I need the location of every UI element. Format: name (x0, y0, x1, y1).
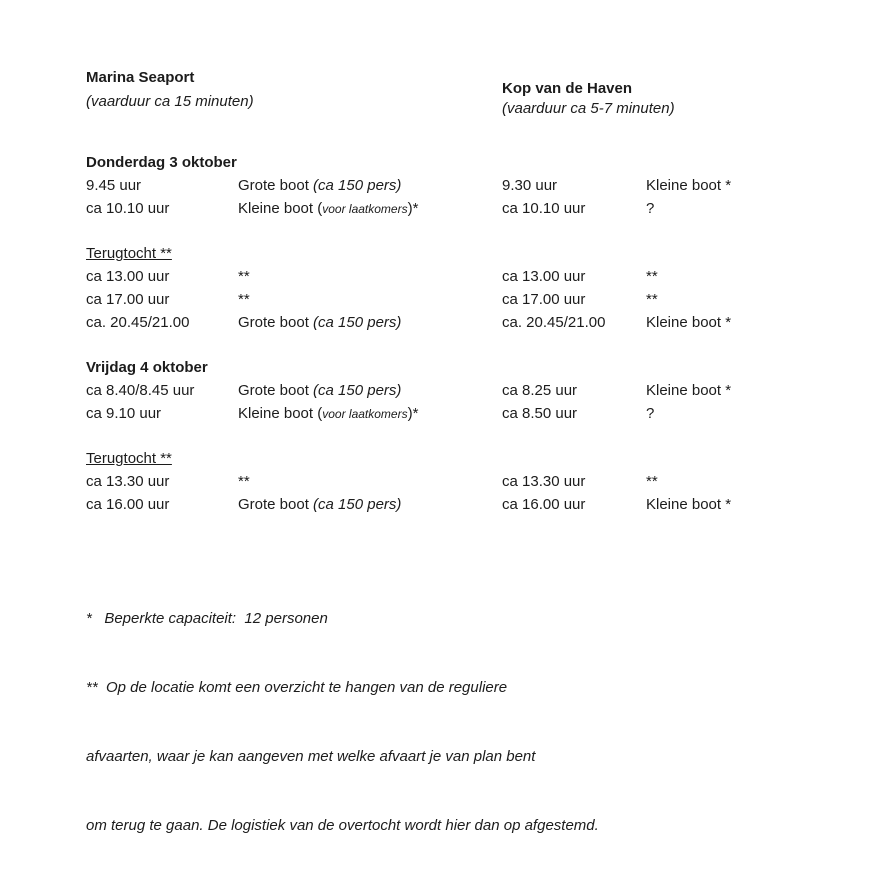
text-segment: ** (238, 291, 250, 308)
section-gap (0, 425, 874, 447)
text-segment: Terugtocht ** (86, 450, 172, 467)
text-segment: Kleine boot * (646, 177, 732, 194)
right-time-cell (502, 242, 646, 265)
location-duration: (vaarduur ca 15 minuten) (86, 93, 254, 110)
left-time-cell (86, 447, 238, 470)
text-segment: ca 16.00 uur (502, 496, 586, 513)
text-segment: Grote boot (238, 314, 314, 331)
text-segment: ca 17.00 uur (502, 291, 586, 308)
text-segment: ca 13.00 uur (86, 268, 170, 285)
section-gap (0, 334, 874, 356)
left-boat-cell (238, 356, 502, 379)
schedule-row (0, 493, 874, 516)
text-segment: Kleine boot * (646, 314, 732, 331)
location-header-kop-van-de-haven (502, 79, 675, 119)
location-header-marina-seaport (86, 68, 254, 112)
left-boat-cell (238, 447, 502, 470)
left-time-cell (86, 288, 238, 311)
text-segment: ca 17.00 uur (86, 291, 170, 308)
right-time-cell (502, 493, 646, 516)
right-boat-cell (646, 311, 874, 334)
return-trip-heading-row (0, 447, 874, 470)
text-segment: (ca 150 pers) (313, 314, 402, 331)
left-boat-cell (238, 493, 502, 516)
right-boat-cell (646, 379, 874, 402)
schedule-row (0, 379, 874, 402)
right-boat-cell (646, 242, 874, 265)
text-segment: Kleine boot ( (238, 200, 323, 217)
text-segment: ca 10.10 uur (86, 200, 170, 217)
text-segment: ca 10.10 uur (502, 200, 586, 217)
schedule-row (0, 470, 874, 493)
right-time-cell (502, 311, 646, 334)
text-segment: ** (646, 291, 658, 308)
text-segment: ca 13.30 uur (502, 473, 586, 490)
text-segment: 9.30 uur (502, 177, 558, 194)
text-segment: ca 8.40/8.45 uur (86, 382, 195, 399)
text-segment: ca 16.00 uur (86, 496, 170, 513)
left-time-cell (86, 242, 238, 265)
text-segment: Grote boot (238, 177, 314, 194)
left-boat-cell (238, 470, 502, 493)
text-segment: ** (238, 473, 250, 490)
left-boat-cell (238, 311, 502, 334)
text-segment: )* (407, 200, 419, 217)
location-name: Kop van de Haven (502, 80, 633, 97)
left-time-cell (86, 402, 238, 426)
text-segment: Donderdag 3 oktober (86, 154, 237, 171)
left-time-cell (86, 379, 238, 402)
text-segment: ca 8.50 uur (502, 405, 578, 422)
schedule-row (0, 265, 874, 288)
schedule-row (0, 402, 874, 425)
right-boat-cell (646, 265, 874, 288)
left-time-cell (86, 151, 238, 174)
right-boat-cell (646, 402, 874, 426)
text-segment: Grote boot (238, 382, 314, 399)
right-time-cell (502, 379, 646, 402)
left-time-cell (86, 356, 238, 379)
left-time-cell (86, 197, 238, 221)
schedule-row (0, 288, 874, 311)
right-boat-cell (646, 151, 874, 174)
left-boat-cell (238, 402, 502, 426)
day-heading-row (0, 356, 874, 379)
schedule-row (0, 311, 874, 334)
right-boat-cell (646, 174, 874, 197)
text-segment: 9.45 uur (86, 177, 142, 194)
text-segment: Kleine boot ( (238, 405, 323, 422)
day-heading-row (0, 151, 874, 174)
text-segment: voor laatkomers (322, 407, 408, 421)
footnote-line: afvaarten, waar je kan aangeven met welke afvaart je van plan bent (86, 748, 536, 765)
left-boat-cell (238, 379, 502, 402)
text-segment: ** (646, 268, 658, 285)
left-boat-cell (238, 288, 502, 311)
left-time-cell (86, 265, 238, 288)
schedule-row (0, 197, 874, 220)
text-segment: ca 13.30 uur (86, 473, 170, 490)
text-segment: Kleine boot * (646, 382, 732, 399)
text-segment: (ca 150 pers) (313, 382, 402, 399)
right-time-cell (502, 356, 646, 379)
text-segment: ca 8.25 uur (502, 382, 578, 399)
text-segment: Vrijdag 4 oktober (86, 359, 208, 376)
text-segment: ? (646, 200, 655, 217)
left-boat-cell (238, 242, 502, 265)
text-segment: ? (646, 405, 655, 422)
right-time-cell (502, 288, 646, 311)
text-segment: )* (407, 405, 419, 422)
text-segment: ** (238, 268, 250, 285)
text-segment: ca. 20.45/21.00 (502, 314, 606, 331)
right-time-cell (502, 402, 646, 426)
section-gap (0, 220, 874, 242)
footnote-line: * Beperkte capaciteit: 12 personen (86, 610, 328, 627)
right-boat-cell (646, 470, 874, 493)
right-time-cell (502, 470, 646, 493)
right-boat-cell (646, 447, 874, 470)
right-time-cell (502, 197, 646, 221)
text-segment: ca. 20.45/21.00 (86, 314, 190, 331)
left-boat-cell (238, 265, 502, 288)
left-boat-cell (238, 151, 502, 174)
left-time-cell (86, 174, 238, 197)
text-segment: Kleine boot * (646, 496, 732, 513)
footnote-line: om terug te gaan. De logistiek van de overtocht wordt hier dan op afgestemd. (86, 817, 599, 834)
text-segment: Terugtocht ** (86, 245, 172, 262)
right-time-cell (502, 151, 646, 174)
footnote-line: ** Op de locatie komt een overzicht te hangen van de reguliere (86, 679, 508, 696)
left-time-cell (86, 493, 238, 516)
text-segment: (ca 150 pers) (313, 496, 402, 513)
location-name: Marina Seaport (86, 69, 195, 86)
text-segment: ca 13.00 uur (502, 268, 586, 285)
text-segment: voor laatkomers (322, 202, 408, 216)
schedule-table (0, 151, 874, 516)
right-boat-cell (646, 197, 874, 221)
right-boat-cell (646, 288, 874, 311)
footnotes (86, 561, 599, 883)
left-boat-cell (238, 197, 502, 221)
left-time-cell (86, 311, 238, 334)
right-time-cell (502, 447, 646, 470)
right-time-cell (502, 265, 646, 288)
text-segment: ca 9.10 uur (86, 405, 162, 422)
return-trip-heading-row (0, 242, 874, 265)
text-segment: (ca 150 pers) (313, 177, 402, 194)
text-segment: Grote boot (238, 496, 314, 513)
right-boat-cell (646, 356, 874, 379)
text-segment: ** (646, 473, 658, 490)
left-boat-cell (238, 174, 502, 197)
schedule-row (0, 174, 874, 197)
left-time-cell (86, 470, 238, 493)
location-duration: (vaarduur ca 5-7 minuten) (502, 100, 675, 117)
right-boat-cell (646, 493, 874, 516)
right-time-cell (502, 174, 646, 197)
